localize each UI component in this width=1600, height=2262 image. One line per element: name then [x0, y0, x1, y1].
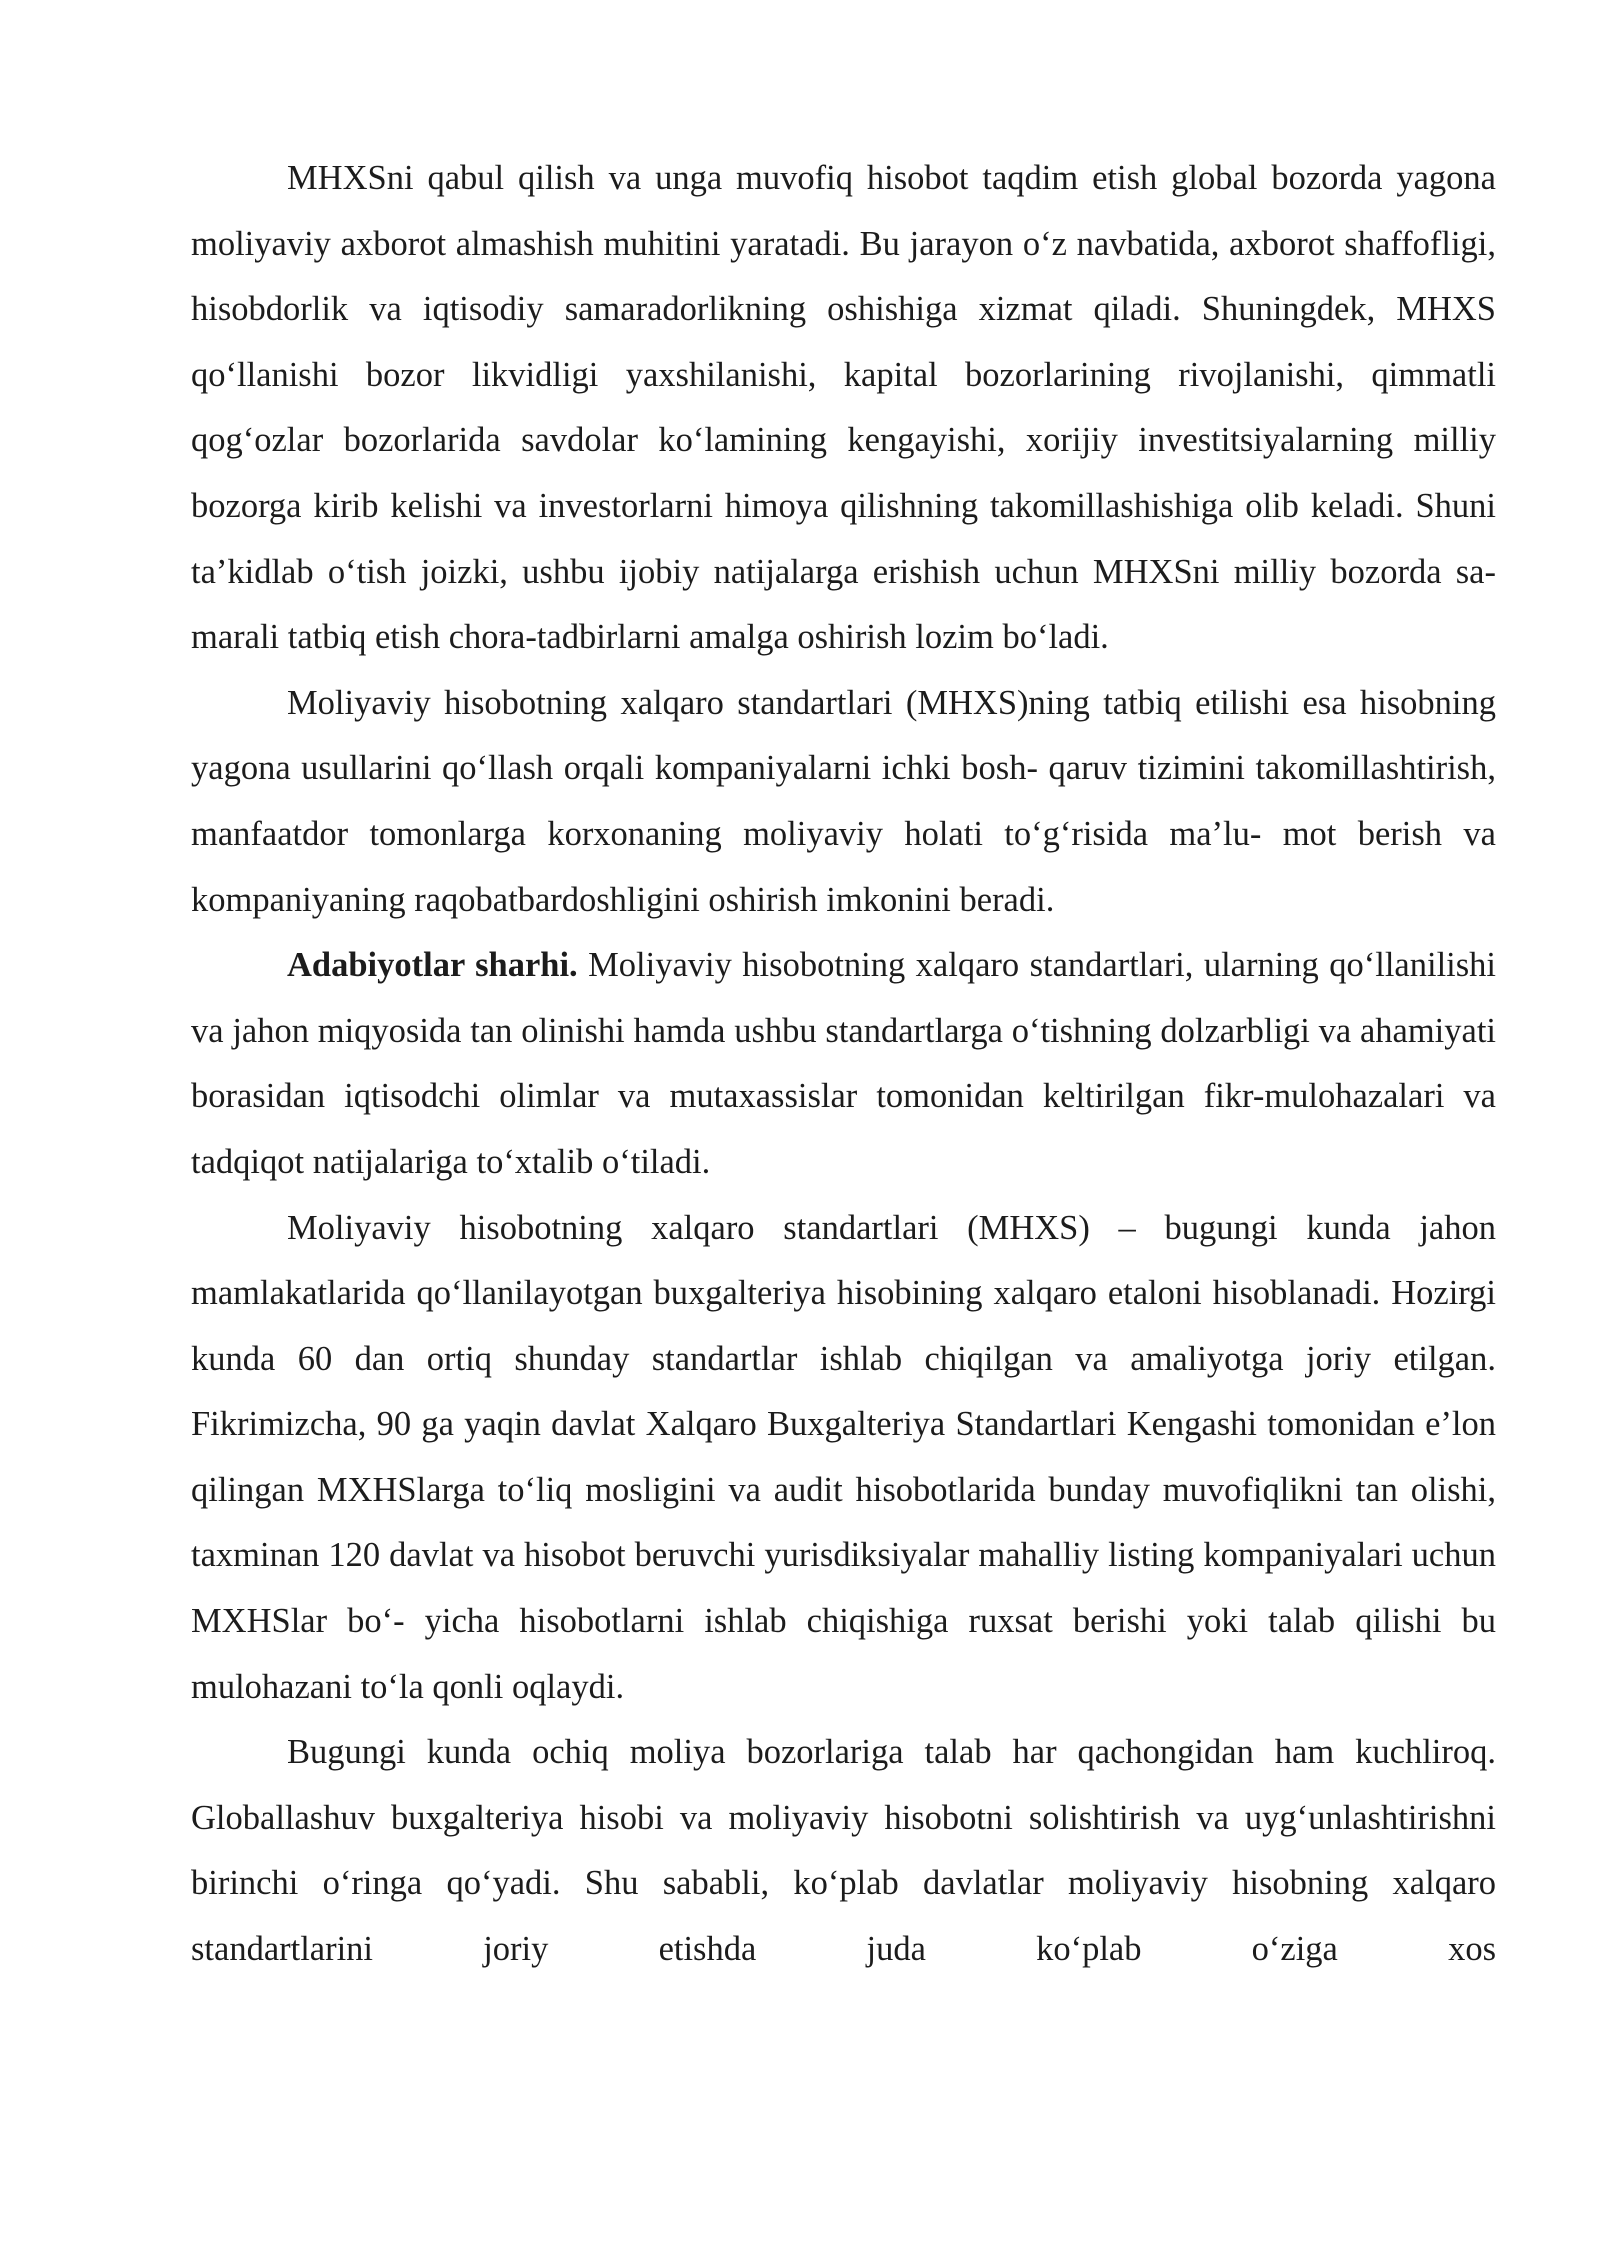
paragraph-mhxs-adoption: MHXSni qabul qilish va unga muvofiq hisobot taqdim etish global bozorda yagona moliyaviy axborot almashish muhitini yaratadi. Bu jarayon o‘z navbatida, axborot shaffofligi, hisobdorlik va iqtisodiy samaradorlikning oshishiga xizmat qiladi. Shuningdek, MHXS qo‘llanishi bozor likvidligi yaxshilanishi, kapital bozorlarining rivojlanishi, qimmatli qog‘ozlar bozorlarida savdolar ko‘lamining kengayishi, xorijiy investitsiyalarning milliy bozorga kirib kelishi va investorlarni himoya qilishning takomillashishiga olib keladi. Shuni ta’kidlab o‘tish joizki, ushbu ijobiy natijalarga erishish uchun MHXSni milliy bozorda sa- marali tatbiq etish chora-tadbirlarni amalga oshirish lozim bo‘ladi.: [191, 159, 1496, 657]
paragraph-literature-review-text: Moliyaviy hisobotning xalqaro standartlari, ularning qo‘llanilishi va jahon miqyosida tan olinishi hamda ushbu standartlarga o‘tishning dolzarbligi va ahamiyati borasidan iqtisodchi olimlar va mutaxassislar tomonidan keltirilgan fikr-mulohazalari va tadqiqot natijalariga to‘xtalib o‘tiladi.: [191, 946, 1496, 1181]
paragraph-open-markets: Bugungi kunda ochiq moliya bozorlariga talab har qachongidan ham kuchliroq. Globallashuv buxgalteriya hisobi va moliyaviy hisobotni solishtirish va uyg‘unlashtirishni birinchi o‘ringa qo‘yadi. Shu sababli, ko‘plab davlatlar moliyaviy hisobning xalqaro standartlarini joriy etishda juda ko‘plab o‘ziga xos: [191, 1733, 1496, 1969]
paragraph-literature-review: [191, 933, 1496, 1195]
section-heading-literature-review: Adabiyotlar sharhi.: [287, 946, 578, 985]
document-page: [191, 146, 1496, 1983]
paragraph-mhxs-implementation: Moliyaviy hisobotning xalqaro standartlari (MHXS)ning tatbiq etilishi esa hisobning yagona usullarini qo‘llash orqali kompaniyalarni ichki bosh- qaruv tizimini takomillashtirish, manfaatdor tomonlarga korxonaning moliyaviy holati to‘g‘risida ma’lu- mot berish va kompaniyaning raqobatbardoshligini oshirish imkonini beradi.: [191, 683, 1496, 919]
paragraph-mhxs-definition: Moliyaviy hisobotning xalqaro standartlari (MHXS) – bugungi kunda jahon mamlakatlarida qo‘llanilayotgan buxgalteriya hisobining xalqaro etaloni hisoblanadi. Hozirgi kunda 60 dan ortiq shunday standartlar ishlab chiqilgan va amaliyotga joriy etilgan. Fikrimizcha, 90 ga yaqin davlat Xalqaro Buxgalteriya Standartlari Kengashi tomonidan e’lon qilingan MXHSlarga to‘liq mosligini va audit hisobotlarida bunday muvofiqlikni tan olishi, taxminan 120 davlat va hisobot beruvchi yurisdiksiyalar mahalliy listing kompaniyalari uchun MXHSlar bo‘- yicha hisobotlarni ishlab chiqishiga ruxsat berishi yoki talab qilishi bu mulohazani to‘la qonli oqlaydi.: [191, 1208, 1496, 1706]
